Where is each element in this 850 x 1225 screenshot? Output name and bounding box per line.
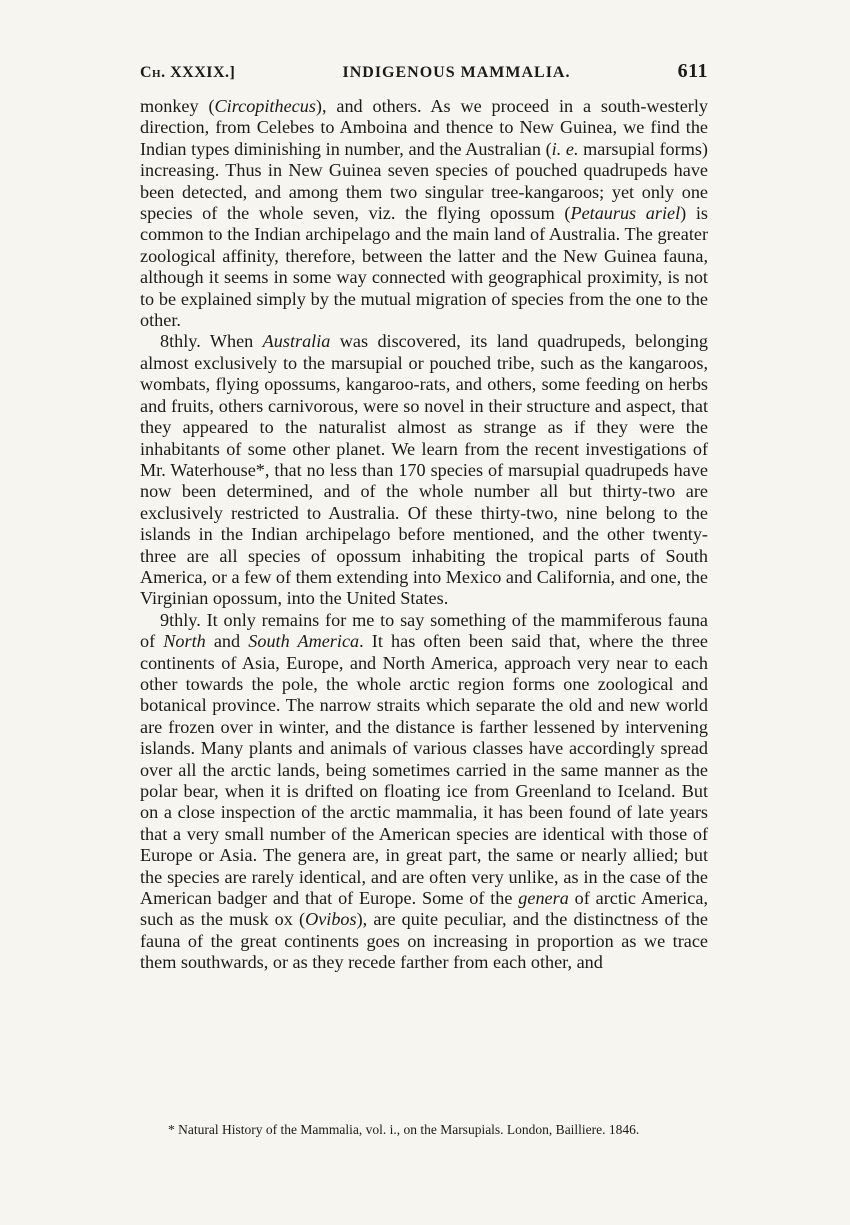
text-run: of arctic America, such as the musk ox ( — [140, 888, 708, 930]
italic-text: Circopithecus — [214, 96, 316, 116]
text-run: 8thly. When — [160, 331, 263, 352]
paragraph-3 — [140, 610, 708, 974]
italic-text: Australia — [262, 331, 331, 352]
text-run: marsupial forms) increasing. Thus in New Guinea seven species of pouched quadrupeds have been detected, and among them two singular tree-kangaroos; yet only one species of the whole seven, viz. the flying opossum ( — [140, 138, 708, 224]
running-header — [140, 60, 708, 96]
page-body — [140, 96, 708, 974]
text-run: was discovered, its land quadrupeds, belonging almost exclusively to the marsupial or pouched tribe, such as the kangaroos, wombats, flying opossums, kangaroo-rats, and others, some feeding on herbs and fruits, others carnivorous, were so novel in their structure and aspect, that they appeared to the naturalist almost as strange as if they were the inhabitants of some other planet. We learn from the recent investigations of Mr. Waterhouse*, that no less than 170 species of marsupial quadrupeds have now been determined, and of the whole number all but thirty-two are exclusively restricted to Australia. Of these thirty-two, nine belong to the islands in the Indian archipelago before mentioned, and the other twenty-three are all species of opossum inhabiting the tropical parts of South America, or a few of them extending into Mexico and California, and one, the Virginian opossum, into the United States. — [140, 331, 708, 609]
chapter-reference: Ch. XXXIX.] — [140, 64, 236, 81]
paragraph-2 — [140, 331, 708, 609]
text-run: ) is common to the Indian archipelago and the main land of Australia. The greater zoological affinity, therefore, between the latter and the New Guinea fauna, although it seems in some way connected with geographical proximity, is not to be explained simply by the mutual migration of species from the one to the other. — [140, 203, 708, 331]
italic-text: i. e. — [551, 138, 579, 159]
text-run: 9thly. It only remains for me to say something of the mammiferous fauna of — [140, 609, 708, 652]
text-run: ), are quite peculiar, and the distinctness of the fauna of the great continents goes on increasing in proportion as we trace them southwards, or as they recede farther from each other, and — [140, 909, 708, 973]
italic-text: Ovibos — [305, 909, 357, 930]
italic-text: genera — [518, 888, 569, 909]
italic-text: North — [163, 631, 206, 652]
footnote: * Natural History of the Mammalia, vol. i., on the Marsupials. London, Bailliere. 1846. — [168, 1122, 640, 1137]
italic-text: South America — [248, 631, 360, 652]
book-page — [140, 60, 708, 974]
text-run: ), and others. As we proceed in a south-westerly direction, from Celebes to Amboina and thence to New Guinea, we find the Indian types diminishing in number, and the Australian ( — [140, 96, 708, 159]
text-run: and — [205, 631, 249, 652]
text-run: . It has often been said that, where the three continents of Asia, Europe, and North America, approach very near to each other towards the pole, the whole arctic region forms one zoological and botanical province. The narrow straits which separate the old and new world are frozen over in winter, and the distance is farther lessened by intervening islands. Many plants and animals of various classes have accordingly spread over all the arctic lands, being sometimes carried in the same manner as the polar bear, when it is drifted on floating ice from Greenland to Iceland. But on a close inspection of the arctic mammalia, it has been found of late years that a very small number of the American species are identical with those of Europe or Asia. The genera are, in great part, the same or nearly allied; but the species are rarely identical, and are often very unlike, as in the case of the American badger and that of Europe. Some of the — [140, 631, 708, 909]
text-run: monkey ( — [140, 96, 215, 116]
page-number: 611 — [677, 60, 708, 82]
italic-text: Petaurus ariel — [570, 203, 681, 224]
running-title: INDIGENOUS MAMMALIA. — [342, 64, 571, 81]
paragraph-1 — [140, 96, 708, 331]
